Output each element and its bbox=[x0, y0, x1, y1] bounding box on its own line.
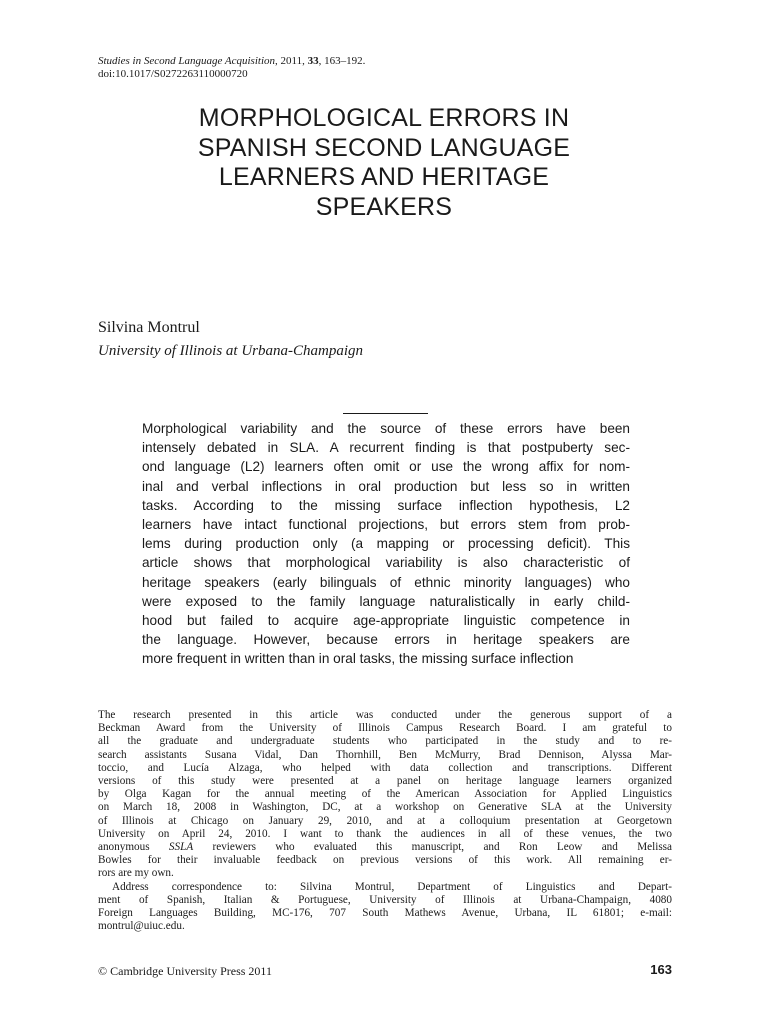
abstract-line: lems during production only (a mapping or processing deficit). This bbox=[142, 536, 630, 552]
abstract-line: tasks. According to the missing surface inflection hypothesis, L2 bbox=[142, 497, 630, 513]
journal-name: Studies in Second Language Acquisition bbox=[98, 55, 276, 67]
footnote-line: versions of this study were presented at a panel on heritage language learners organized bbox=[98, 775, 672, 788]
abstract-line: Morphological variability and the source of these errors have been bbox=[142, 421, 630, 436]
correspondence-line: Foreign Languages Building, MC-176, 707 South Mathews Avenue, Urbana, IL 61801; e-mail: bbox=[98, 907, 672, 920]
abstract-line: intensely debated in SLA. A recurrent finding is that postpuberty sec- bbox=[142, 440, 630, 456]
doi: doi:10.1017/S0272263110000720 bbox=[98, 68, 248, 80]
author-name: Silvina Montrul bbox=[98, 319, 200, 336]
footnote-line: toccio, and Lucía Alzaga, who helped with data collection and transcriptions. Different bbox=[98, 761, 672, 774]
abstract-line: hood but failed to acquire age-appropriate linguistic competence in bbox=[142, 613, 630, 629]
abstract-line: inal and verbal inflections in oral production but less so in written bbox=[142, 478, 630, 494]
footnote-line: of Illinois at Chicago on January 29, 2010, and at a colloquium presentation at Georgetown bbox=[98, 814, 672, 827]
footnote-line: University on April 24, 2010. I want to thank the audiences in all of these venues, the two bbox=[98, 827, 672, 840]
footnote-text: anonymous bbox=[98, 841, 169, 854]
correspondence-line: Address correspondence to: Silvina Montrul, Department of Linguistics and Depart- bbox=[112, 880, 672, 893]
footnote-line: Beckman Award from the University of Illinois Campus Research Board. I am grateful to bbox=[98, 722, 672, 735]
footnote-line: all the graduate and undergraduate students who participated in the study and to re- bbox=[98, 735, 672, 748]
footnote-line: The research presented in this article was conducted under the generous support of a bbox=[98, 709, 672, 721]
abstract-line: the language. However, because errors in heritage speakers are bbox=[142, 632, 630, 648]
page-number: 163 bbox=[650, 962, 672, 977]
abstract-line: heritage speakers (early bilinguals of ethnic minority languages) who bbox=[142, 574, 630, 590]
journal-volume: 33 bbox=[307, 55, 319, 67]
abstract bbox=[142, 419, 630, 669]
journal-reference-line bbox=[98, 55, 365, 68]
footnote-line: rors are my own. bbox=[98, 867, 174, 880]
title-line: LEARNERS AND HERITAGE bbox=[218, 163, 550, 191]
abstract-line: more frequent in written than in oral tasks, the missing surface inflection bbox=[142, 651, 574, 667]
article-title bbox=[120, 104, 648, 222]
journal-pages: , 163–192. bbox=[318, 55, 366, 67]
acknowledgment-footnote bbox=[98, 709, 672, 933]
correspondence-email: montrul@uiuc.edu. bbox=[98, 920, 185, 933]
abstract-line: learners have intact functional projections, but errors stem from prob- bbox=[142, 517, 630, 533]
journal-citation bbox=[98, 55, 365, 81]
copyright-notice: © Cambridge University Press 2011 bbox=[98, 964, 272, 978]
footnote-text: reviewers who evaluated this manuscript, and Ron Leow and Melissa bbox=[193, 841, 672, 854]
footnote-line-ssla bbox=[98, 841, 672, 854]
abstract-divider bbox=[343, 413, 428, 414]
correspondence-line: ment of Spanish, Italian & Portuguese, University of Illinois at Urbana-Champaign, 4080 bbox=[98, 893, 672, 906]
journal-year: , 2011, bbox=[275, 55, 308, 67]
footnote-line: on March 18, 2008 in Washington, DC, at a workshop on Generative SLA at the University bbox=[98, 801, 672, 814]
ssla-abbreviation: SSLA bbox=[168, 841, 194, 854]
title-line: SPEAKERS bbox=[315, 192, 453, 221]
abstract-line: ond language (L2) learners often omit or use the wrong affix for nom- bbox=[142, 459, 630, 475]
footnote-line: by Olga Kagan for the annual meeting of the American Association for Applied Linguistics bbox=[98, 788, 672, 801]
footnote-line: Bowles for their invaluable feedback on previous versions of this work. All remaining er- bbox=[98, 854, 672, 867]
abstract-line: article shows that morphological variability is also characteristic of bbox=[142, 555, 630, 571]
author-affiliation: University of Illinois at Urbana-Champaign bbox=[98, 343, 363, 359]
title-line: MORPHOLOGICAL ERRORS IN bbox=[198, 104, 570, 132]
title-line: SPANISH SECOND LANGUAGE bbox=[197, 133, 571, 162]
footnote-line: search assistants Susana Vidal, Dan Thornhill, Ben McMurry, Brad Dennison, Alyssa Mar- bbox=[98, 748, 672, 761]
abstract-line: were exposed to the family language naturalistically in early child- bbox=[142, 593, 630, 609]
